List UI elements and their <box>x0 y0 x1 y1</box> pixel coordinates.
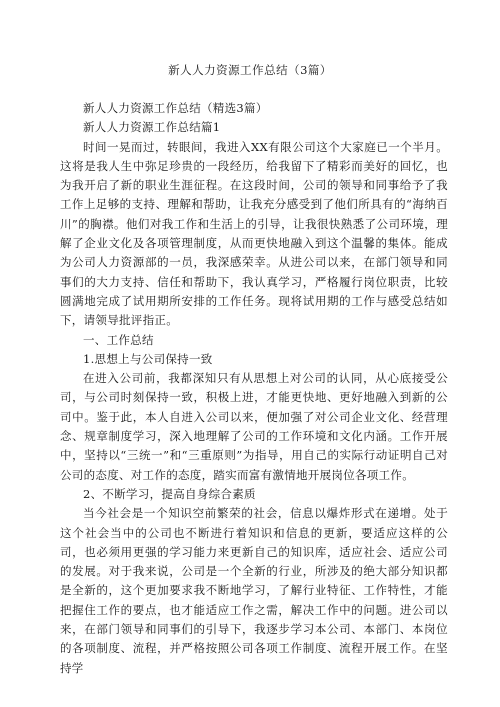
paragraph-thought-alignment: 在进入公司前，我都深知只有从思想上对公司的认同，从心底接受公司，与公司时刻保持一致，积极上进，才能更快地、更好地融入到新的公司中。鉴于此，本人自进入公司以来，便加强了对公司企业文化、经营理念、规章制度学习，深入地理解了公司的工作环境和文化内涵。工作开展中，坚持以“三统一”和“三重原则”为指导，用自己的实际行动证明自己对公司的态度、对工作的态度，踏实而富有激情地开展岗位各项工作。 <box>60 371 448 482</box>
document-title: 新人人力资源工作总结（3篇） <box>168 63 332 77</box>
subheading-thought-alignment: 1.思想上与公司保持一致 <box>83 351 213 366</box>
document-body <box>60 99 448 678</box>
paragraph-continuous-learning: 当今社会是一个知识空前繁荣的社会，信息以爆炸形式在递增。处于这个社会当中的公司也不断进行着知识和信息的更新，要适应这样的公司，也必须用更强的学习能力来更新自己的知识库，适应社会、适应公司的发展。对于我来说，公司是一个全新的行业，所涉及的绝大部分知识都是全新的，这个更加要求我不断地学习，了解行业特征、工作特性，才能把握住工作的要点，也才能适应工作之需，解决工作中的问题。进公司以来，在部门领导和同事们的引导下，我逐步学习本公司、本部门、本岗位的各项制度、流程，并严格按照公司各项工作制度、流程开展工作。在坚持学 <box>60 506 448 675</box>
document-subtitle: 新人人力资源工作总结（精选3篇） <box>83 101 268 115</box>
section-heading-work-summary: 一、工作总结 <box>83 332 154 347</box>
article-heading: 新人人力资源工作总结篇1 <box>83 120 221 135</box>
intro-paragraph: 时间一晃而过，转眼间，我进入XX有限公司这个大家庭已一个半月。这将是我人生中弥足珍贵的一段经历，给我留下了精彩而美好的回忆，也为我开启了新的职业生涯征程。在这段时间，公司的领导和同事给予了我工作上足够的支持、理解和帮助，让我充分感受到了他们所具有的“海纳百川”的胸襟。他们对我工作和生活上的引导，让我很快熟悉了公司环境，理解了企业文化及各项管理制度，从而更快地融入到这个温馨的集体。能成为公司人力资源部的一员，我深感荣幸。从进公司以来，在部门领导和同事们的大力支持、信任和帮助下，我认真学习，严格履行岗位职责，比较圆满地完成了试用期所安排的工作任务。现将试用期的工作与感受总结如下，请领导批评指正。 <box>60 139 448 328</box>
subheading-continuous-learning: 2、不断学习，提高自身综合素质 <box>83 486 256 501</box>
